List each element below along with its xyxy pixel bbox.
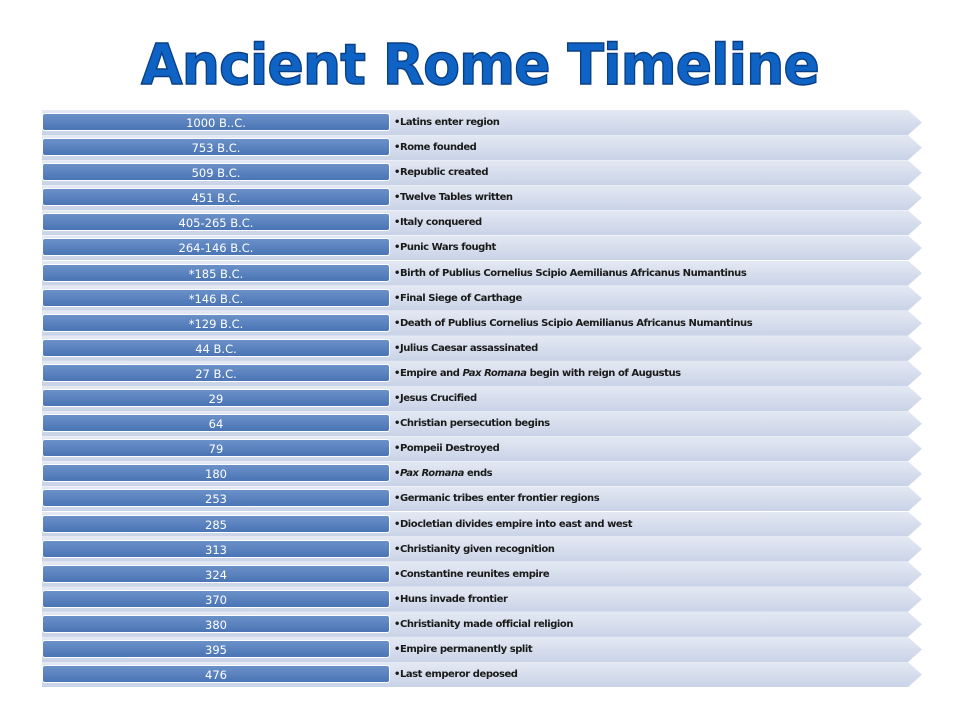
event-text (394, 235, 496, 260)
event-text (394, 612, 573, 637)
event-text (394, 210, 482, 235)
date-label: 380 (42, 615, 390, 633)
event-text (394, 386, 477, 411)
bullet: • (394, 367, 400, 379)
bullet: • (394, 468, 400, 480)
event-label-after: ends (463, 468, 493, 480)
event-label: Julius Caesar assassinated (399, 342, 538, 354)
timeline-row (42, 110, 922, 135)
date-label: 29 (42, 389, 390, 407)
event-text (394, 160, 488, 185)
date-label: 313 (42, 540, 390, 558)
event-text (394, 537, 554, 562)
date-label: 27 B.C. (42, 364, 390, 382)
timeline-row (42, 436, 922, 461)
bullet: • (394, 342, 400, 354)
bullet: • (394, 267, 400, 279)
event-text (394, 110, 499, 135)
timeline-row (42, 637, 922, 662)
bullet: • (394, 518, 400, 530)
bullet: • (394, 117, 400, 128)
event-label-italic: Pax Romana (399, 468, 464, 480)
event-text (394, 135, 476, 160)
date-label: 64 (42, 414, 390, 432)
timeline-row (42, 512, 922, 537)
bullet: • (394, 142, 400, 154)
timeline (42, 110, 922, 687)
page-title: Ancient Rome Timeline (141, 33, 819, 98)
timeline-row (42, 235, 922, 260)
event-text (394, 562, 549, 587)
timeline-row (42, 160, 922, 185)
date-label: 753 B.C. (42, 138, 390, 156)
event-label: Punic Wars fought (399, 242, 496, 254)
timeline-row (42, 286, 922, 311)
date-label: *146 B.C. (42, 289, 390, 307)
event-label-before: Empire and (399, 367, 463, 379)
date-label: 285 (42, 515, 390, 533)
date-label: 324 (42, 565, 390, 583)
event-text (394, 512, 632, 537)
bullet: • (394, 292, 400, 304)
timeline-row (42, 562, 922, 587)
bullet: • (394, 443, 400, 455)
event-label: Latins enter region (399, 117, 500, 128)
bullet: • (394, 167, 400, 179)
timeline-row (42, 336, 922, 361)
event-label: Empire permanently split (399, 643, 533, 655)
date-label: 180 (42, 464, 390, 482)
timeline-row (42, 486, 922, 511)
event-text (394, 662, 518, 687)
timeline-row (42, 135, 922, 160)
bullet: • (394, 217, 400, 229)
bullet: • (394, 593, 400, 605)
timeline-row (42, 261, 922, 286)
timeline-row (42, 537, 922, 562)
event-label: Republic created (399, 167, 489, 179)
date-label: 264-146 B.C. (42, 238, 390, 256)
event-text (394, 261, 746, 286)
date-label: 405-265 B.C. (42, 213, 390, 231)
event-label: Pompeii Destroyed (399, 443, 500, 455)
bullet: • (394, 618, 400, 630)
event-label: Christian persecution begins (399, 418, 550, 430)
bullet: • (394, 192, 400, 204)
event-label-after: begin with reign of Augustus (526, 367, 681, 379)
timeline-row (42, 612, 922, 637)
event-label: Germanic tribes enter frontier regions (399, 493, 600, 505)
date-label: 509 B.C. (42, 163, 390, 181)
bullet: • (394, 643, 400, 655)
timeline-row (42, 411, 922, 436)
event-text (394, 286, 522, 311)
event-text (394, 411, 550, 436)
event-text (394, 336, 538, 361)
timeline-row (42, 662, 922, 687)
timeline-row (42, 587, 922, 612)
bullet: • (394, 418, 400, 430)
bullet: • (394, 317, 400, 329)
event-label: Jesus Crucified (399, 393, 477, 405)
date-label: 1000 B..C. (42, 113, 390, 131)
event-text (394, 637, 532, 662)
bullet: • (394, 393, 400, 405)
timeline-row (42, 361, 922, 386)
event-text (394, 185, 513, 210)
event-text (394, 311, 752, 336)
event-text (394, 587, 507, 612)
event-label: Huns invade frontier (399, 593, 508, 605)
date-label: 370 (42, 590, 390, 608)
event-label: Christianity made official religion (399, 618, 574, 630)
timeline-row (42, 185, 922, 210)
event-label: Last emperor deposed (399, 669, 518, 681)
event-label-italic: Pax Romana (462, 367, 527, 379)
event-label: Christianity given recognition (399, 543, 555, 555)
date-label: 44 B.C. (42, 339, 390, 357)
date-label: 79 (42, 439, 390, 457)
bullet: • (394, 669, 400, 681)
event-text (394, 461, 492, 486)
timeline-row (42, 311, 922, 336)
event-label: Rome founded (399, 142, 477, 154)
bullet: • (394, 242, 400, 254)
event-label: Death of Publius Cornelius Scipio Aemilianus Africanus Numantinus (399, 317, 753, 329)
event-label: Italy conquered (399, 217, 482, 229)
date-label: *185 B.C. (42, 264, 390, 282)
event-label: Birth of Publius Cornelius Scipio Aemilianus Africanus Numantinus (399, 267, 747, 279)
event-text (394, 436, 499, 461)
event-text (394, 486, 599, 511)
event-text (394, 361, 681, 386)
date-label: 395 (42, 640, 390, 658)
date-label: *129 B.C. (42, 314, 390, 332)
date-label: 451 B.C. (42, 188, 390, 206)
bullet: • (394, 543, 400, 555)
bullet: • (394, 493, 400, 505)
date-label: 476 (42, 665, 390, 683)
timeline-row (42, 386, 922, 411)
timeline-row (42, 210, 922, 235)
bullet: • (394, 568, 400, 580)
date-label: 253 (42, 489, 390, 507)
event-label: Final Siege of Carthage (399, 292, 522, 304)
event-label: Constantine reunites empire (399, 568, 550, 580)
event-label: Twelve Tables written (399, 192, 513, 204)
timeline-row (42, 461, 922, 486)
event-label: Diocletian divides empire into east and west (399, 518, 633, 530)
